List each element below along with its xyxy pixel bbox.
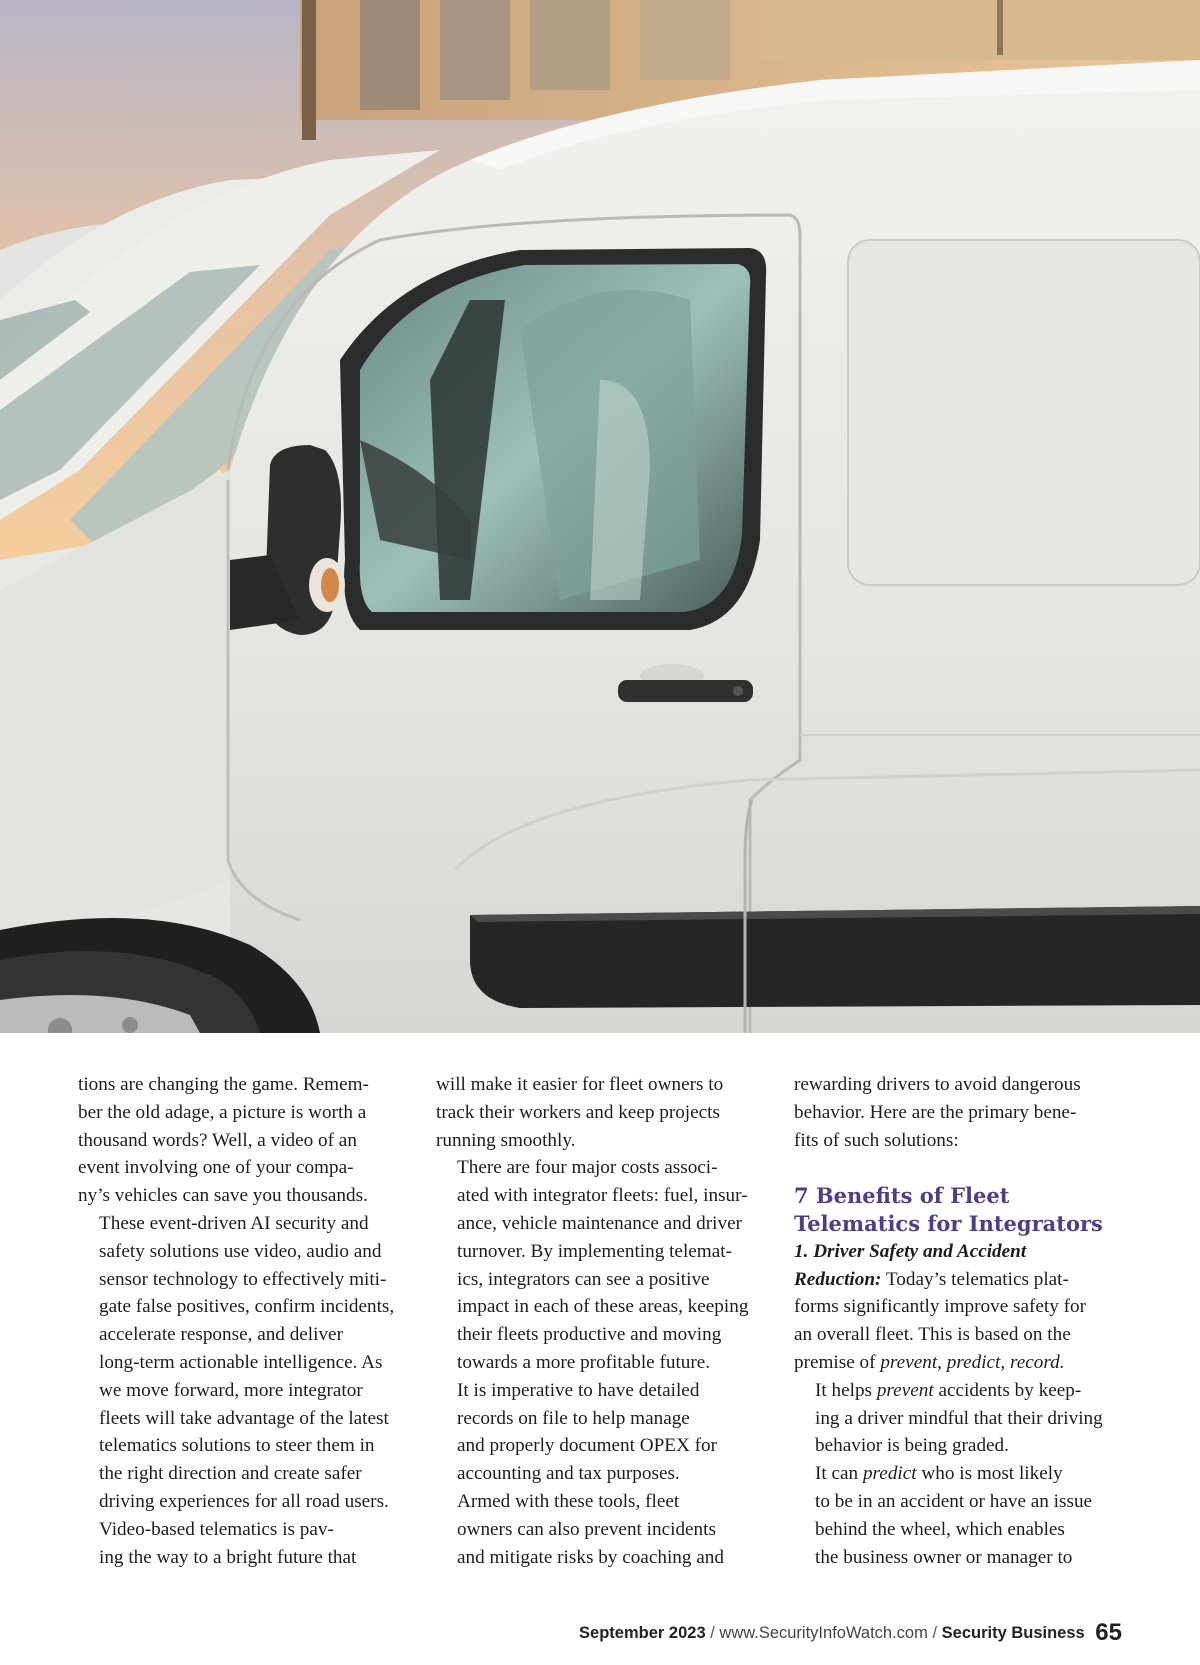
- benefit-paragraph: 1. Driver Safety and Accident Reduction: Today’s telematics plat- forms significantly improve safety for an overall fleet. This is based on the premise of prevent, predict, record.: [794, 1240, 1087, 1373]
- separator: /: [710, 1624, 715, 1642]
- benefit-title: Reduction:: [794, 1268, 882, 1290]
- text-column-2: [436, 1071, 772, 1571]
- paragraph: Armed with these tools, fleet owners can also prevent incidents and mitigate risks by coaching and: [457, 1490, 724, 1568]
- paragraph: rewarding drivers to avoid dangerous behavior. Here are the primary bene- fits of such solutions:: [794, 1074, 1081, 1151]
- text-column-1: [78, 1071, 414, 1571]
- paragraph: Video-based telematics is pav- ing the way to a bright future that: [99, 1518, 357, 1568]
- website-link[interactable]: www.SecurityInfoWatch.com: [719, 1624, 928, 1642]
- paragraph: There are four major costs associ- ated with integrator fleets: fuel, insur- ance, vehicle maintenance and driver turnover. By implementing telemat- ics, integrators can see a positive impact in each of these areas, keeping their fleets productive and moving towards a more profitable future.: [457, 1157, 749, 1373]
- separator: /: [932, 1624, 938, 1642]
- paragraph: will make it easier for fleet owners to track their workers and keep projects running smoothly.: [436, 1074, 724, 1151]
- paragraph: It helps prevent accidents by keep- ing a driver mindful that their driving behavior is being graded.: [815, 1379, 1103, 1457]
- issue-date: September 2023: [579, 1624, 706, 1642]
- benefit-title: 1. Driver Safety and Accident: [794, 1240, 1027, 1262]
- magazine-name: Security Business: [941, 1624, 1085, 1642]
- paragraph: tions are changing the game. Remem- ber the old adage, a picture is worth a thousand words? Well, a video of an event involving one of your compa- ny’s vehicles can save you thousands.: [78, 1074, 369, 1207]
- text-column-3: [794, 1071, 1130, 1571]
- page-footer: [0, 1619, 1122, 1647]
- page-number: 65: [1095, 1619, 1122, 1646]
- section-heading: 7 Benefits of Fleet Telematics for Integrators: [794, 1183, 1103, 1236]
- paragraph: These event-driven AI security and safety solutions use video, audio and sensor technology to effectively miti- gate false positives, confirm incidents, accelerate response, and deliver long-term actionable intelligence. As we move forward, more integrator fleets will take advantage of the latest telematics solutions to steer them in the right direction and create safer driving experiences for all road users.: [99, 1212, 395, 1512]
- paragraph: It is imperative to have detailed records on file to help manage and properly document OPEX for accounting and tax purposes.: [457, 1379, 718, 1485]
- paragraph: It can predict who is most likely to be in an accident or have an issue behind the wheel, which enables the business owner or manager to: [815, 1463, 1093, 1568]
